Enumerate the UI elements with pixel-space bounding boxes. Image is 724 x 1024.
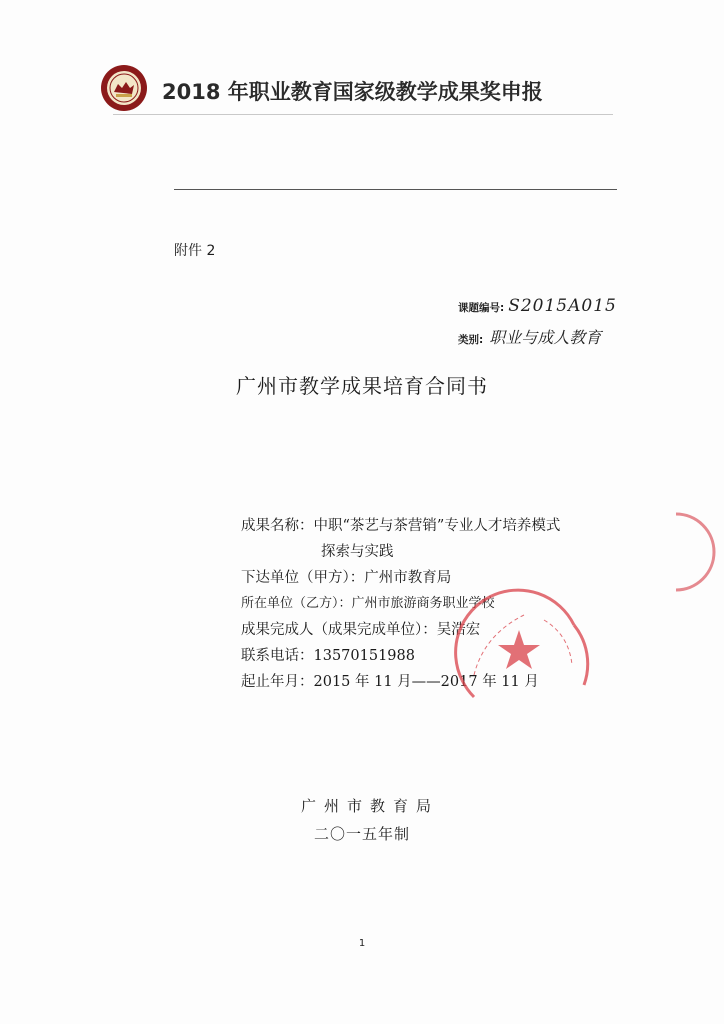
category-handwritten: 职业与成人教育 <box>489 328 602 347</box>
issuer-unit: 下达单位（甲方）：广州市教育局 <box>241 570 452 586</box>
top-divider <box>174 189 617 190</box>
project-code-row <box>458 296 617 316</box>
project-code-handwritten: S2015A015 <box>508 296 617 316</box>
project-code-label: 课题编号: <box>458 302 505 314</box>
attachment-label: 附件 2 <box>174 243 216 259</box>
school-seal-logo-icon <box>100 64 148 112</box>
category-row <box>458 325 601 348</box>
page-number: 1 <box>358 938 366 949</box>
category-label: 类别: <box>458 334 484 346</box>
completer: 成果完成人（成果完成单位）：吴浩宏 <box>241 622 481 638</box>
header-title: 2018 年职业教育国家级教学成果奖申报 <box>162 80 543 104</box>
header-divider <box>113 114 613 115</box>
contact-phone: 联系电话：13570151988 <box>241 648 415 664</box>
issuer-name: 广州市教育局 <box>300 797 439 815</box>
made-year: 二〇一五年制 <box>313 825 410 843</box>
edge-seal-icon <box>664 512 724 592</box>
period: 起止年月：2015 年 11 月——2017 年 11 月 <box>241 674 539 690</box>
achievement-name: 成果名称：中职“茶艺与茶营销”专业人才培养模式 <box>241 518 561 534</box>
achievement-name-continued: 探索与实践 <box>321 544 394 560</box>
document-title: 广州市教学成果培育合同书 <box>236 374 488 398</box>
host-unit: 所在单位（乙方）：广州市旅游商务职业学校 <box>241 596 495 611</box>
official-seal-icon <box>444 585 594 710</box>
